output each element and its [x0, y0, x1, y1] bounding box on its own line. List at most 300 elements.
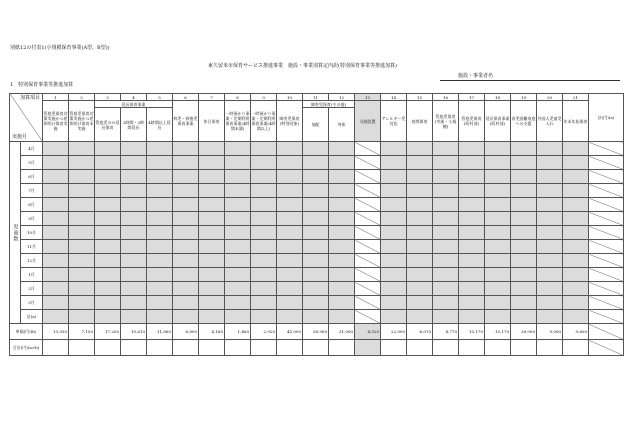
data-cell[interactable] — [433, 282, 459, 296]
data-cell[interactable] — [459, 212, 485, 226]
data-cell[interactable] — [329, 296, 355, 310]
data-cell[interactable] — [69, 184, 95, 198]
data-cell[interactable] — [381, 310, 407, 324]
data-cell[interactable] — [225, 240, 251, 254]
data-cell[interactable] — [485, 296, 511, 310]
data-cell[interactable] — [381, 198, 407, 212]
data-cell[interactable] — [43, 254, 69, 268]
data-cell[interactable] — [225, 254, 251, 268]
header-c4: 2時間・3時間延長 — [121, 108, 147, 142]
data-cell[interactable] — [329, 198, 355, 212]
grand-total-cell[interactable] — [95, 340, 121, 356]
data-cell[interactable] — [459, 240, 485, 254]
data-cell[interactable] — [225, 142, 251, 156]
data-cell[interactable] — [225, 184, 251, 198]
data-cell[interactable] — [433, 254, 459, 268]
grand-total-cell[interactable] — [43, 340, 69, 356]
data-cell[interactable] — [485, 240, 511, 254]
data-cell[interactable] — [511, 254, 537, 268]
data-cell[interactable] — [277, 212, 303, 226]
data-cell[interactable] — [329, 156, 355, 170]
grand-total-cell[interactable] — [277, 340, 303, 356]
data-cell[interactable] — [485, 226, 511, 240]
data-cell[interactable] — [95, 156, 121, 170]
grand-total-cell[interactable] — [69, 340, 95, 356]
data-cell[interactable] — [199, 226, 225, 240]
data-cell[interactable] — [69, 240, 95, 254]
data-cell[interactable] — [69, 156, 95, 170]
data-cell[interactable] — [173, 142, 199, 156]
data-cell[interactable] — [433, 296, 459, 310]
data-cell[interactable] — [433, 198, 459, 212]
form-id: 別紙12の付表1(小規模保育事業(A型、B型)) — [10, 45, 110, 51]
data-cell[interactable] — [433, 170, 459, 184]
data-cell — [355, 184, 381, 198]
data-cell[interactable] — [69, 142, 95, 156]
data-cell[interactable] — [69, 170, 95, 184]
data-cell[interactable] — [407, 212, 433, 226]
data-cell[interactable] — [563, 198, 589, 212]
data-cell[interactable] — [329, 282, 355, 296]
data-cell[interactable] — [95, 212, 121, 226]
data-cell[interactable] — [537, 142, 563, 156]
data-cell[interactable] — [381, 254, 407, 268]
data-cell[interactable] — [121, 254, 147, 268]
data-cell[interactable] — [303, 254, 329, 268]
data-cell[interactable] — [303, 268, 329, 282]
data-cell[interactable] — [199, 240, 225, 254]
data-cell[interactable] — [43, 226, 69, 240]
data-cell[interactable] — [381, 184, 407, 198]
data-cell[interactable] — [147, 142, 173, 156]
data-cell[interactable] — [69, 282, 95, 296]
data-cell[interactable] — [173, 282, 199, 296]
data-cell[interactable] — [407, 156, 433, 170]
data-cell[interactable] — [537, 184, 563, 198]
data-cell[interactable] — [511, 156, 537, 170]
data-cell[interactable] — [459, 296, 485, 310]
data-cell[interactable] — [485, 184, 511, 198]
data-cell[interactable] — [173, 310, 199, 324]
data-cell[interactable] — [251, 296, 277, 310]
data-cell[interactable] — [251, 184, 277, 198]
data-cell[interactable] — [537, 282, 563, 296]
data-cell[interactable] — [121, 170, 147, 184]
data-cell — [355, 212, 381, 226]
data-cell[interactable] — [329, 226, 355, 240]
data-cell[interactable] — [173, 198, 199, 212]
data-cell[interactable] — [485, 282, 511, 296]
corner-cell: 加算項目 実施月 — [10, 94, 43, 142]
data-cell[interactable] — [147, 198, 173, 212]
data-cell[interactable] — [95, 226, 121, 240]
data-cell[interactable] — [459, 282, 485, 296]
data-cell[interactable] — [43, 240, 69, 254]
data-cell[interactable] — [485, 156, 511, 170]
data-cell[interactable] — [329, 184, 355, 198]
data-cell[interactable] — [433, 268, 459, 282]
data-cell[interactable] — [537, 198, 563, 212]
data-cell[interactable] — [173, 184, 199, 198]
data-cell[interactable] — [225, 226, 251, 240]
data-cell[interactable] — [329, 268, 355, 282]
data-cell[interactable] — [43, 212, 69, 226]
data-cell[interactable] — [563, 212, 589, 226]
data-cell[interactable] — [43, 170, 69, 184]
unit-price: 38,900 — [303, 324, 329, 340]
data-cell[interactable] — [303, 212, 329, 226]
data-cell[interactable] — [537, 226, 563, 240]
data-cell[interactable] — [121, 282, 147, 296]
header-c2: 管庭児保育対策実施かつ産休明け保育未実施 — [69, 101, 95, 142]
data-cell[interactable] — [459, 310, 485, 324]
col-number: 20 — [537, 94, 563, 101]
month-label: 9月 — [21, 212, 43, 226]
data-cell[interactable] — [225, 296, 251, 310]
data-cell[interactable] — [381, 282, 407, 296]
grand-total-cell[interactable] — [433, 340, 459, 356]
data-cell[interactable] — [563, 282, 589, 296]
data-cell[interactable] — [485, 212, 511, 226]
data-cell[interactable] — [511, 198, 537, 212]
data-cell[interactable] — [147, 184, 173, 198]
data-cell[interactable] — [303, 170, 329, 184]
data-cell[interactable] — [407, 142, 433, 156]
data-cell[interactable] — [69, 198, 95, 212]
data-cell[interactable] — [277, 240, 303, 254]
data-cell[interactable] — [407, 268, 433, 282]
data-cell[interactable] — [173, 296, 199, 310]
data-cell[interactable] — [251, 282, 277, 296]
grand-total-cell[interactable] — [329, 340, 355, 356]
data-cell[interactable] — [225, 212, 251, 226]
data-cell[interactable] — [381, 156, 407, 170]
col-number: 14 — [381, 94, 407, 101]
data-cell[interactable] — [121, 156, 147, 170]
data-cell[interactable] — [147, 254, 173, 268]
data-cell[interactable] — [173, 268, 199, 282]
data-cell[interactable] — [459, 142, 485, 156]
data-cell[interactable] — [511, 296, 537, 310]
data-cell[interactable] — [147, 296, 173, 310]
grand-total-cell[interactable] — [407, 340, 433, 356]
data-cell[interactable] — [459, 226, 485, 240]
data-cell[interactable] — [563, 226, 589, 240]
data-cell[interactable] — [277, 198, 303, 212]
data-cell[interactable] — [407, 310, 433, 324]
data-cell[interactable] — [433, 156, 459, 170]
header-c6: 病児・病後児保育事業 — [173, 101, 199, 142]
data-cell[interactable] — [225, 198, 251, 212]
data-cell[interactable] — [147, 170, 173, 184]
grand-total-cell[interactable] — [537, 340, 563, 356]
data-cell[interactable] — [563, 170, 589, 184]
data-cell[interactable] — [199, 142, 225, 156]
data-cell[interactable] — [511, 268, 537, 282]
data-cell[interactable] — [329, 142, 355, 156]
data-cell[interactable] — [511, 212, 537, 226]
unit-price: 17,200 — [95, 324, 121, 340]
data-cell[interactable] — [225, 268, 251, 282]
data-cell[interactable] — [381, 170, 407, 184]
data-cell[interactable] — [563, 310, 589, 324]
data-cell[interactable] — [251, 198, 277, 212]
data-cell[interactable] — [511, 142, 537, 156]
data-cell[interactable] — [121, 240, 147, 254]
grand-total-cell[interactable] — [251, 340, 277, 356]
data-cell[interactable] — [69, 254, 95, 268]
data-cell[interactable] — [147, 156, 173, 170]
data-cell[interactable] — [459, 184, 485, 198]
data-cell[interactable] — [225, 310, 251, 324]
data-cell[interactable] — [537, 156, 563, 170]
data-cell[interactable] — [43, 142, 69, 156]
unit-price: 10,170 — [485, 324, 511, 340]
data-cell[interactable] — [407, 254, 433, 268]
data-cell[interactable] — [537, 212, 563, 226]
data-cell[interactable] — [433, 142, 459, 156]
data-cell[interactable] — [537, 254, 563, 268]
grand-total-cell[interactable] — [225, 340, 251, 356]
data-cell[interactable] — [251, 170, 277, 184]
data-cell[interactable] — [43, 296, 69, 310]
data-cell[interactable] — [121, 296, 147, 310]
data-cell[interactable] — [329, 170, 355, 184]
data-cell[interactable] — [277, 142, 303, 156]
data-cell[interactable] — [511, 226, 537, 240]
data-cell[interactable] — [277, 156, 303, 170]
data-cell[interactable] — [433, 184, 459, 198]
data-cell[interactable] — [277, 254, 303, 268]
data-cell[interactable] — [121, 198, 147, 212]
grand-total-cell[interactable] — [381, 340, 407, 356]
data-cell[interactable] — [199, 184, 225, 198]
data-cell[interactable] — [147, 268, 173, 282]
data-cell[interactable] — [277, 310, 303, 324]
data-cell[interactable] — [277, 268, 303, 282]
data-cell[interactable] — [303, 296, 329, 310]
data-cell[interactable] — [173, 226, 199, 240]
data-cell[interactable] — [43, 282, 69, 296]
data-cell[interactable] — [147, 282, 173, 296]
data-cell[interactable] — [251, 212, 277, 226]
data-cell[interactable] — [381, 268, 407, 282]
data-cell[interactable] — [537, 240, 563, 254]
data-cell[interactable] — [225, 170, 251, 184]
data-cell[interactable] — [303, 282, 329, 296]
data-cell[interactable] — [43, 198, 69, 212]
data-cell[interactable] — [173, 156, 199, 170]
data-cell[interactable] — [147, 212, 173, 226]
data-cell[interactable] — [329, 310, 355, 324]
grand-total-cell[interactable] — [563, 340, 589, 356]
data-cell[interactable] — [121, 184, 147, 198]
data-cell[interactable] — [381, 240, 407, 254]
data-cell[interactable] — [329, 240, 355, 254]
data-cell[interactable] — [485, 254, 511, 268]
data-cell[interactable] — [251, 240, 277, 254]
data-cell[interactable] — [95, 240, 121, 254]
month-label: 1月 — [21, 268, 43, 282]
data-cell — [355, 296, 381, 310]
data-cell[interactable] — [121, 310, 147, 324]
grand-total-cell[interactable] — [485, 340, 511, 356]
data-cell[interactable] — [147, 310, 173, 324]
data-cell[interactable] — [95, 296, 121, 310]
data-cell[interactable] — [173, 240, 199, 254]
data-cell[interactable] — [537, 310, 563, 324]
data-cell[interactable] — [563, 156, 589, 170]
data-cell[interactable] — [147, 240, 173, 254]
data-cell[interactable] — [251, 226, 277, 240]
data-cell[interactable] — [511, 240, 537, 254]
data-cell[interactable] — [433, 240, 459, 254]
data-cell[interactable] — [381, 226, 407, 240]
data-cell[interactable] — [95, 268, 121, 282]
data-cell[interactable] — [537, 170, 563, 184]
data-cell[interactable] — [537, 296, 563, 310]
data-cell[interactable] — [563, 142, 589, 156]
data-cell[interactable] — [485, 142, 511, 156]
data-cell[interactable] — [121, 268, 147, 282]
data-cell[interactable] — [303, 184, 329, 198]
data-cell[interactable] — [485, 198, 511, 212]
data-cell[interactable] — [459, 198, 485, 212]
data-cell[interactable] — [511, 282, 537, 296]
data-cell[interactable] — [485, 310, 511, 324]
data-cell[interactable] — [459, 254, 485, 268]
data-cell[interactable] — [199, 282, 225, 296]
data-cell[interactable] — [43, 156, 69, 170]
data-cell[interactable] — [199, 156, 225, 170]
data-cell[interactable] — [225, 282, 251, 296]
data-cell[interactable] — [329, 212, 355, 226]
data-cell[interactable] — [251, 156, 277, 170]
data-cell[interactable] — [381, 142, 407, 156]
data-cell[interactable] — [485, 170, 511, 184]
data-cell[interactable] — [303, 198, 329, 212]
data-cell[interactable] — [381, 296, 407, 310]
data-cell[interactable] — [537, 268, 563, 282]
data-cell[interactable] — [433, 212, 459, 226]
data-cell[interactable] — [199, 212, 225, 226]
page-title: 東久留米市保育サービス推進事業 施設・事業別算定内訳(特別保育事業等推進加算) — [208, 63, 397, 69]
data-cell[interactable] — [121, 212, 147, 226]
data-cell[interactable] — [251, 142, 277, 156]
data-cell[interactable] — [199, 296, 225, 310]
data-cell[interactable] — [407, 170, 433, 184]
data-cell[interactable] — [121, 142, 147, 156]
data-cell[interactable] — [277, 226, 303, 240]
data-cell[interactable] — [95, 282, 121, 296]
grand-total-cell[interactable] — [147, 340, 173, 356]
data-cell[interactable] — [303, 156, 329, 170]
data-cell[interactable] — [95, 184, 121, 198]
data-cell[interactable] — [277, 296, 303, 310]
data-cell[interactable] — [511, 184, 537, 198]
data-cell[interactable] — [199, 310, 225, 324]
data-cell[interactable] — [303, 310, 329, 324]
data-cell[interactable] — [563, 184, 589, 198]
data-cell[interactable] — [433, 226, 459, 240]
data-cell[interactable] — [485, 268, 511, 282]
data-cell[interactable] — [95, 142, 121, 156]
grand-total-cell[interactable] — [199, 340, 225, 356]
data-cell[interactable] — [563, 240, 589, 254]
data-cell[interactable] — [147, 226, 173, 240]
data-cell[interactable] — [225, 156, 251, 170]
data-cell[interactable] — [199, 268, 225, 282]
data-cell[interactable] — [407, 184, 433, 198]
data-cell[interactable] — [407, 240, 433, 254]
data-cell[interactable] — [69, 226, 95, 240]
data-cell[interactable] — [173, 170, 199, 184]
data-cell[interactable] — [43, 268, 69, 282]
data-cell[interactable] — [199, 170, 225, 184]
data-cell[interactable] — [43, 184, 69, 198]
data-cell[interactable] — [69, 268, 95, 282]
col-number: 12 — [329, 94, 355, 101]
data-cell[interactable] — [95, 198, 121, 212]
data-cell[interactable] — [407, 296, 433, 310]
data-cell[interactable] — [173, 254, 199, 268]
data-cell[interactable] — [43, 310, 69, 324]
data-cell[interactable] — [563, 268, 589, 282]
data-cell[interactable] — [563, 296, 589, 310]
grand-total-cell[interactable] — [173, 340, 199, 356]
data-cell[interactable] — [277, 170, 303, 184]
data-cell[interactable] — [251, 310, 277, 324]
grand-total-cell[interactable] — [303, 340, 329, 356]
data-cell[interactable] — [69, 212, 95, 226]
col-number: 9 — [251, 94, 277, 101]
data-cell[interactable] — [407, 198, 433, 212]
data-cell[interactable] — [69, 310, 95, 324]
data-cell[interactable] — [303, 240, 329, 254]
data-cell[interactable] — [459, 268, 485, 282]
data-cell[interactable] — [173, 212, 199, 226]
grand-total-cell[interactable] — [511, 340, 537, 356]
data-cell — [355, 142, 381, 156]
data-cell[interactable] — [121, 226, 147, 240]
data-cell[interactable] — [277, 184, 303, 198]
data-cell[interactable] — [95, 310, 121, 324]
data-cell[interactable] — [459, 156, 485, 170]
data-cell[interactable] — [511, 170, 537, 184]
grand-total-cell[interactable] — [459, 340, 485, 356]
data-cell[interactable] — [407, 282, 433, 296]
data-cell[interactable] — [277, 282, 303, 296]
data-cell[interactable] — [95, 170, 121, 184]
data-cell[interactable] — [69, 296, 95, 310]
data-cell[interactable] — [511, 310, 537, 324]
data-cell[interactable] — [459, 170, 485, 184]
data-cell[interactable] — [381, 212, 407, 226]
grand-total-cell[interactable] — [355, 340, 381, 356]
data-cell[interactable] — [329, 254, 355, 268]
data-cell[interactable] — [303, 226, 329, 240]
data-cell[interactable] — [563, 254, 589, 268]
data-cell[interactable] — [251, 254, 277, 268]
data-cell[interactable] — [199, 254, 225, 268]
data-cell[interactable] — [199, 198, 225, 212]
data-cell[interactable] — [407, 226, 433, 240]
data-cell[interactable] — [303, 142, 329, 156]
data-cell[interactable] — [95, 254, 121, 268]
grand-total-cell[interactable] — [121, 340, 147, 356]
data-cell[interactable] — [251, 268, 277, 282]
data-cell[interactable] — [433, 310, 459, 324]
